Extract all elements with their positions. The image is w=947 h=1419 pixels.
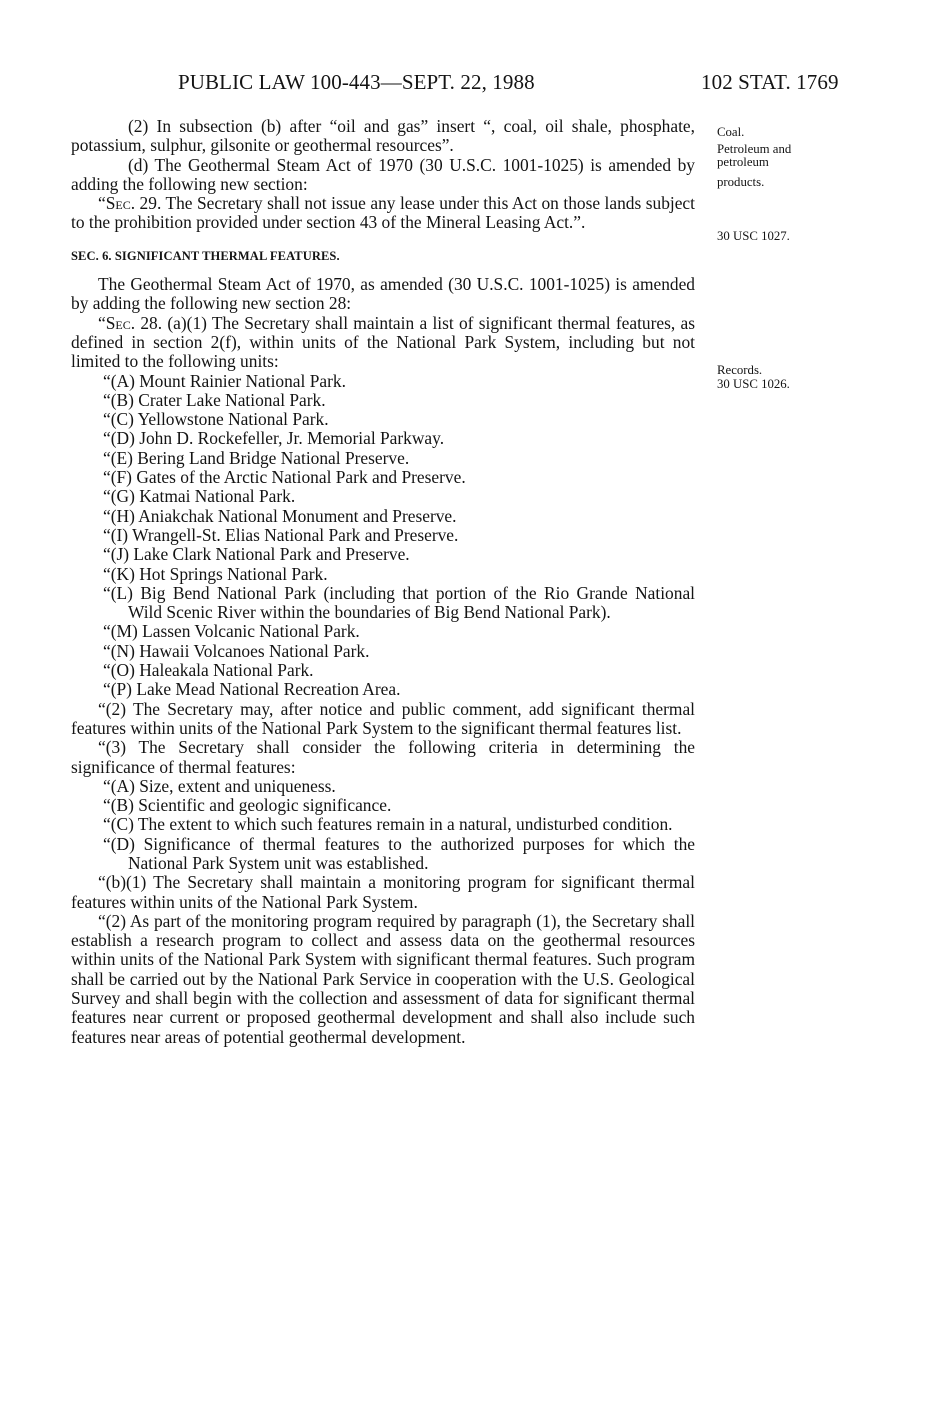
unit-list-item: “(D) John D. Rockefeller, Jr. Memorial Parkway. <box>103 428 445 449</box>
criteria-list-item: “(A) Size, extent and uniqueness. <box>103 775 336 796</box>
law-text-body <box>71 117 695 1047</box>
unit-list-item: “(J) Lake Clark National Park and Preserve. <box>103 544 410 565</box>
page-header-title: PUBLIC LAW 100-443—SEPT. 22, 1988 <box>178 70 535 94</box>
paragraph-b1: “(b)(1) The Secretary shall maintain a monitoring program for significant thermal features within units of the National Park System. <box>71 872 695 912</box>
unit-list-item: “(P) Lake Mead National Recreation Area. <box>103 679 401 700</box>
criteria-list-item: “(B) Scientific and geologic significance. <box>103 795 392 816</box>
paragraph-d-geothermal-act: (d) The Geothermal Steam Act of 1970 (30 U.S.C. 1001-1025) is amended by adding the following new section: <box>71 154 695 194</box>
section-29-text: 29. The Secretary shall not issue any lease under this Act on those lands subject to the prohibition provided under section 43 of the Mineral Leasing Act.”. <box>71 193 695 233</box>
unit-list-item: “(A) Mount Rainier National Park. <box>103 370 346 391</box>
section-28-a1 <box>71 314 695 372</box>
paragraph-a3: “(3) The Secretary shall consider the following criteria in determining the significance of thermal features: <box>71 737 695 777</box>
unit-list-item: “(M) Lassen Volcanic National Park. <box>103 621 360 642</box>
margin-note-usc-1026: 30 USC 1026. <box>717 377 790 391</box>
unit-list-item: “(E) Bering Land Bridge National Preserve. <box>103 447 410 468</box>
unit-list-item: “(L) Big Bend National Park (including that portion of the Rio Grande National Wild Scenic River within the boundaries of Big Bend National Park). <box>103 582 695 623</box>
section-28-text: 28. (a)(1) The Secretary shall maintain a list of significant thermal features, as defined in section 2(f), within units of the National Park System, including but not limited to the following units: <box>71 312 695 372</box>
criteria-list-item: “(C) The extent to which such features remain in a natural, undisturbed condition. <box>103 814 673 835</box>
section-6-heading: SEC. 6. SIGNIFICANT THERMAL FEATURES. <box>71 248 340 263</box>
page-header-stat-citation: 102 STAT. 1769 <box>701 70 839 94</box>
criteria-list-item: “(D) Significance of thermal features to the authorized purposes for which the National Park System unit was established. <box>103 833 695 873</box>
unit-list-item: “(F) Gates of the Arctic National Park and Preserve. <box>103 467 466 488</box>
unit-list-item: “(B) Crater Lake National Park. <box>103 389 326 410</box>
unit-list-item: “(G) Katmai National Park. <box>103 486 296 507</box>
margin-note-records: Records. <box>717 363 763 377</box>
unit-list-item: “(I) Wrangell-St. Elias National Park and Preserve. <box>103 524 459 545</box>
section-28-label: “Sec. <box>98 312 136 333</box>
paragraph-subsection-b: (2) In subsection (b) after “oil and gas” insert “, coal, oil shale, phosphate, potassium, sulphur, gilsonite or geothermal resources”. <box>71 116 695 156</box>
section-6-intro: The Geothermal Steam Act of 1970, as amended (30 U.S.C. 1001-1025) is amended by adding the following new section 28: <box>71 274 695 314</box>
margin-note-coal: Coal. <box>717 125 745 139</box>
paragraph-a2: “(2) The Secretary may, after notice and public comment, add significant thermal features within units of the National Park System to the significant thermal features list. <box>71 698 695 738</box>
unit-list-item: “(K) Hot Springs National Park. <box>103 563 328 584</box>
margin-note-petroleum-1: Petroleum and <box>717 142 792 156</box>
margin-note-petroleum-2: petroleum <box>717 155 769 169</box>
paragraph-b2: “(2) As part of the monitoring program required by paragraph (1), the Secretary shall establish a research program to collect and assess data on the geothermal resources within units of the National Park System with significant thermal features. Such program shall be carried out by the National Park Service in cooperation with the U.S. Geological Survey and shall begin with the collection and assessment of data for significant thermal features near current or proposed geothermal development and shall also include such features near areas of potential geothermal development. <box>71 910 695 1047</box>
unit-list-item: “(C) Yellowstone National Park. <box>103 409 329 430</box>
section-29 <box>71 194 695 233</box>
unit-list-item: “(O) Haleakala National Park. <box>103 660 314 681</box>
margin-note-petroleum-3: products. <box>717 175 765 189</box>
unit-list-item: “(N) Hawaii Volcanoes National Park. <box>103 640 370 661</box>
margin-note-usc-1027: 30 USC 1027. <box>717 229 790 243</box>
section-29-label: “Sec. <box>98 193 136 214</box>
unit-list-item: “(H) Aniakchak National Monument and Preserve. <box>103 505 457 526</box>
